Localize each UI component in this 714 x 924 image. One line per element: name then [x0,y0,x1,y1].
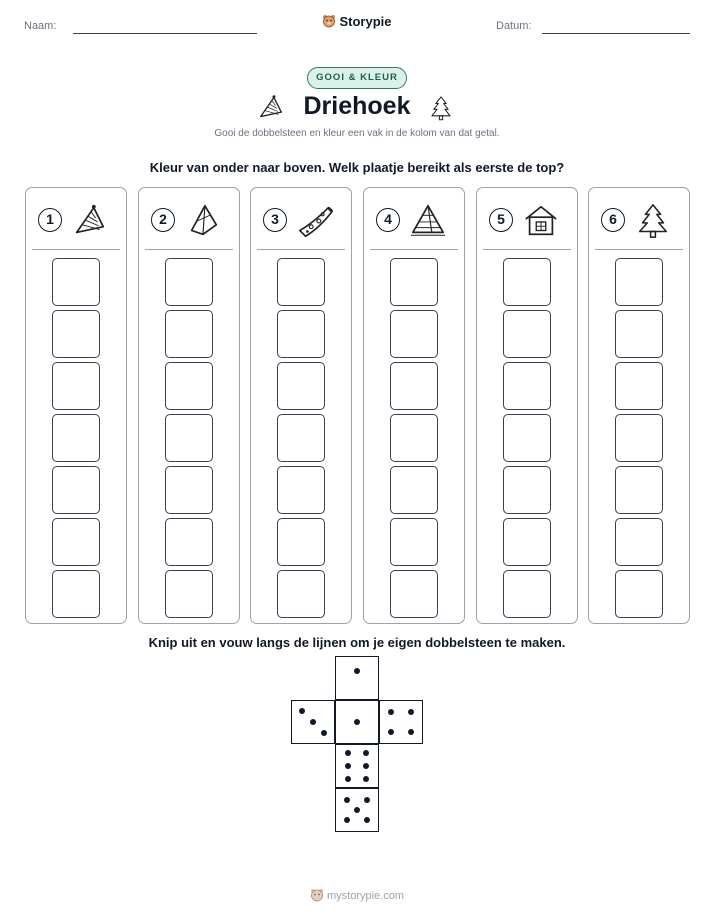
color-cell[interactable] [52,258,100,306]
color-cell[interactable] [390,258,438,306]
color-cell[interactable] [615,466,663,514]
color-cell[interactable] [503,362,551,410]
column-number: 1 [38,208,62,232]
color-cell[interactable] [390,310,438,358]
die-pip [345,763,351,769]
die-face-center [335,700,379,744]
color-cell[interactable] [165,570,213,618]
color-cell[interactable] [277,570,325,618]
die-pip [408,709,414,715]
color-cell[interactable] [615,362,663,410]
color-cell[interactable] [615,570,663,618]
die-face-left [291,700,335,744]
column-6 [588,187,690,624]
bear-icon [310,888,324,902]
color-cell[interactable] [52,570,100,618]
activity-badge: GOOI & KLEUR [307,67,407,89]
color-cell[interactable] [277,466,325,514]
column-header [261,202,341,242]
column-header [374,202,454,242]
color-cell[interactable] [503,466,551,514]
column-header [36,202,116,242]
pine-tree-icon [428,93,454,123]
name-line[interactable] [73,33,257,34]
color-cell[interactable] [52,310,100,358]
column-number: 6 [601,208,625,232]
column-header [149,202,229,242]
column-4 [363,187,465,624]
page-subtitle: Gooi de dobbelsteen en kleur een vak in de kolom van dat getal. [214,128,500,139]
die-pip [321,730,327,736]
die-pip [363,776,369,782]
column-5 [476,187,578,624]
color-cell[interactable] [503,414,551,462]
die-pip [344,817,350,823]
color-cell[interactable] [165,258,213,306]
color-cell[interactable] [277,362,325,410]
color-cell[interactable] [165,466,213,514]
date-label: Datum: [496,20,532,32]
die-face-bottom-2 [335,788,379,832]
color-cell[interactable] [503,518,551,566]
color-cell[interactable] [277,414,325,462]
column-number: 5 [489,208,513,232]
column-number: 2 [151,208,175,232]
die-pip [364,797,370,803]
brand-name: Storypie [339,14,392,29]
die-face-bottom [335,744,379,788]
die-pip [364,817,370,823]
color-cell[interactable] [503,258,551,306]
page-title: Driehoek [303,92,411,120]
pyramid-icon [408,202,448,240]
die-pip [345,776,351,782]
napkin-icon [183,202,223,240]
die-pip [354,668,360,674]
column-1 [25,187,127,624]
die-instruction: Knip uit en vouw langs de lijnen om je eigen dobbelsteen te maken. [148,635,566,650]
color-cell[interactable] [390,414,438,462]
die-face-top [335,656,379,700]
color-cell[interactable] [52,414,100,462]
footer-url[interactable]: mystorypie.com [326,890,405,902]
footer [0,888,714,902]
die-pip [299,708,305,714]
coloring-instruction: Kleur van onder naar boven. Welk plaatje bereikt als eerste de top? [149,160,565,175]
harp-icon [70,202,110,240]
column-number: 4 [376,208,400,232]
color-cell[interactable] [165,518,213,566]
column-divider [370,249,458,250]
color-cell[interactable] [165,414,213,462]
column-divider [145,249,233,250]
die-pip [388,709,394,715]
color-cell[interactable] [390,518,438,566]
color-cell[interactable] [615,258,663,306]
color-cell[interactable] [503,570,551,618]
color-cell[interactable] [277,310,325,358]
color-cell[interactable] [277,258,325,306]
column-2 [138,187,240,624]
die-pip [354,807,360,813]
column-number: 3 [263,208,287,232]
color-cell[interactable] [390,570,438,618]
die-pip [310,719,316,725]
die-pip [408,729,414,735]
color-cell[interactable] [165,310,213,358]
die-pip [354,719,360,725]
pine-tree-icon [633,202,673,240]
column-divider [32,249,120,250]
column-3 [250,187,352,624]
column-divider [257,249,345,250]
column-header [487,202,567,242]
color-cell[interactable] [277,518,325,566]
die-pip [388,729,394,735]
die-pip [363,750,369,756]
color-cell[interactable] [615,310,663,358]
color-cell[interactable] [52,466,100,514]
name-label: Naam: [24,20,57,32]
color-cell[interactable] [615,518,663,566]
die-pip [344,797,350,803]
color-cell[interactable] [390,362,438,410]
date-line[interactable] [542,33,690,34]
color-cell[interactable] [503,310,551,358]
house-icon [521,202,561,240]
column-header [599,202,679,242]
color-cell[interactable] [52,362,100,410]
die-pip [345,750,351,756]
column-divider [483,249,571,250]
die-face-right [379,700,423,744]
color-cell[interactable] [52,518,100,566]
bear-icon [322,14,336,28]
color-cell[interactable] [615,414,663,462]
brand-logo [0,14,714,29]
color-cell[interactable] [165,362,213,410]
pizza-slice-icon [295,202,335,240]
die-pip [363,763,369,769]
column-divider [595,249,683,250]
color-cell[interactable] [390,466,438,514]
